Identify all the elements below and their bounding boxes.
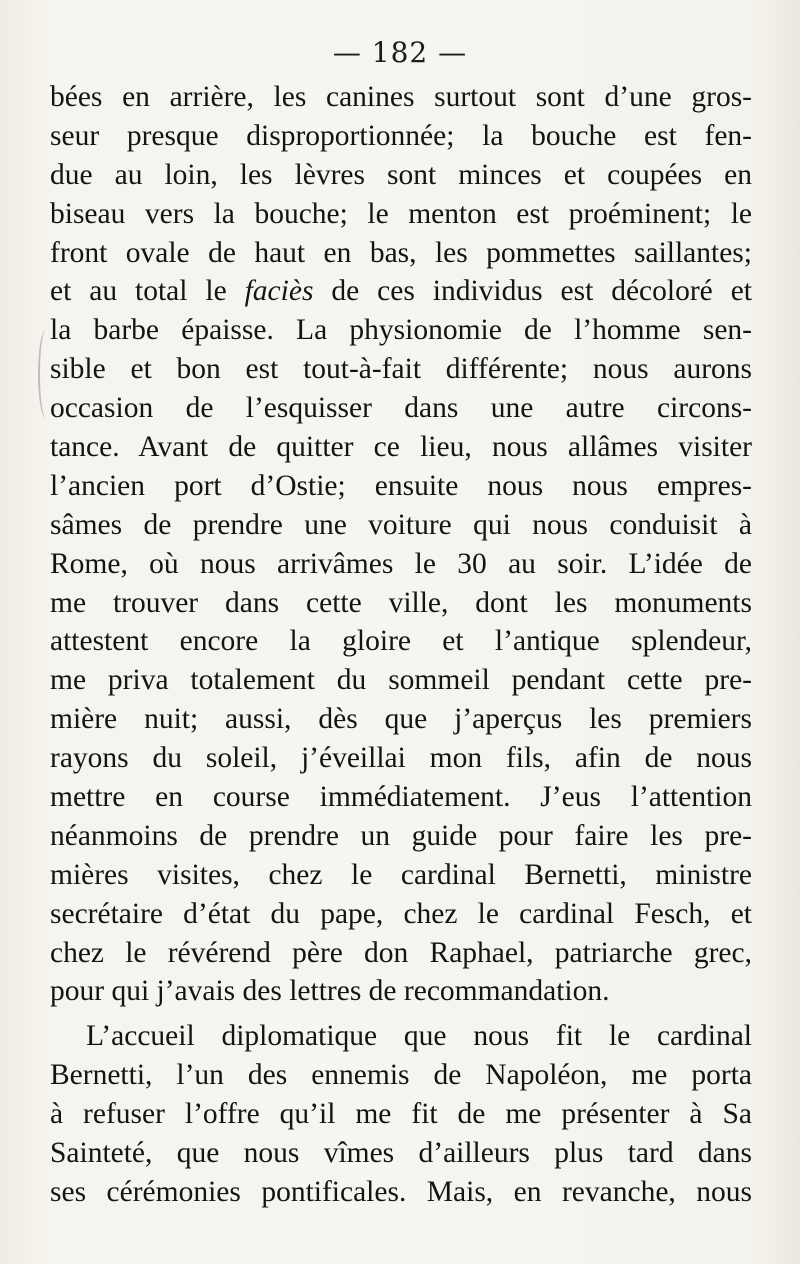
body-text: [50, 78, 752, 1212]
page-number: — 182 —: [332, 36, 468, 69]
text-line: la barbe épaisse. La physionomie de l’homme sen-: [50, 314, 752, 347]
text-line: tance. Avant de quitter ce lieu, nous allâmes visiter: [50, 431, 752, 464]
paragraph-first-line: L’accueil diplomatique que nous fit le cardinal: [86, 1020, 752, 1053]
text-line: me trouver dans cette ville, dont les monuments: [50, 586, 752, 619]
text-line: mière nuit; aussi, dès que j’aperçus les premiers: [50, 703, 752, 736]
text-line: front ovale de haut en bas, les pommettes saillantes;: [50, 236, 752, 269]
text-line: à refuser l’offre qu’il me fit de me présenter à Sa: [50, 1098, 752, 1131]
text-line: seur presque disproportionnée; la bouche est fen-: [50, 119, 752, 152]
text-line: Sainteté, que nous vîmes d’ailleurs plus tard dans: [50, 1137, 752, 1170]
text-line: l’ancien port d’Ostie; ensuite nous nous empres-: [50, 469, 752, 502]
text-line: rayons du soleil, j’éveillai mon fils, afin de nous: [50, 742, 752, 775]
text-line: mettre en course immédiatement. J’eus l’attention: [50, 781, 752, 814]
text-line: secrétaire d’état du pape, chez le cardinal Fesch, et: [50, 897, 752, 930]
text-line: occasion de l’esquisser dans une autre circons-: [50, 392, 752, 425]
text-line: due au loin, les lèvres sont minces et coupées en: [50, 158, 752, 191]
text-line: Bernetti, l’un des ennemis de Napoléon, me porta: [50, 1059, 752, 1092]
text-line: néanmoins de prendre un guide pour faire les pre-: [50, 819, 752, 852]
italic-word: faciès: [244, 275, 314, 308]
text-line: me priva totalement du sommeil pendant cette pre-: [50, 664, 752, 697]
text-line: chez le révérend père don Raphael, patriarche grec,: [50, 936, 752, 969]
text-line: Rome, où nous arrivâmes le 30 au soir. L’idée de: [50, 547, 752, 580]
text-line: sâmes de prendre une voiture qui nous conduisit à: [50, 508, 752, 541]
text-line: attestent encore la gloire et l’antique splendeur,: [50, 625, 752, 658]
text-line: biseau vers la bouche; le menton est proéminent; le: [50, 197, 752, 230]
text-line: ses cérémonies pontificales. Mais, en revanche, nous: [50, 1175, 752, 1208]
paragraph-end-line: pour qui j’avais des lettres de recommandation.: [50, 975, 610, 1008]
text-line: et au total le faciès de ces individus est décoloré et: [50, 275, 752, 308]
text-line: bées en arrière, les canines surtout sont d’une gros-: [50, 81, 752, 113]
text-line: mières visites, chez le cardinal Bernetti, ministre: [50, 858, 752, 891]
text-line: sible et bon est tout-à-fait différente; nous aurons: [50, 353, 752, 386]
